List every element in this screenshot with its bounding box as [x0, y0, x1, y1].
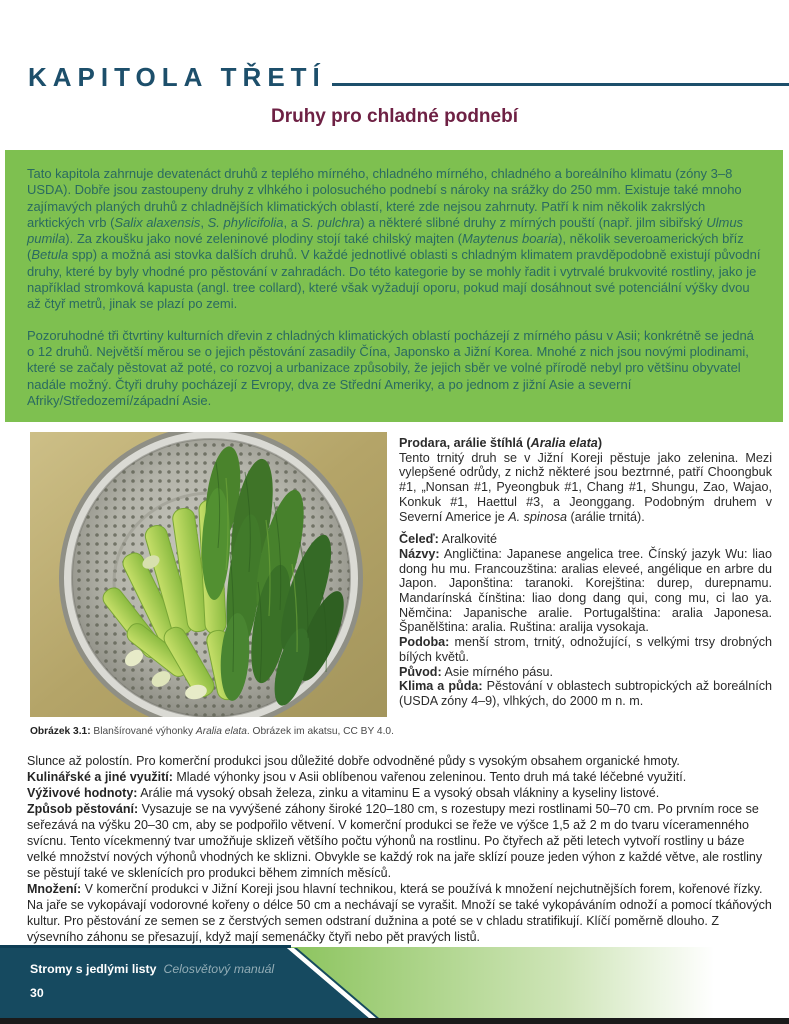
footer-accent-graphic	[0, 945, 789, 1024]
intro-box	[5, 150, 783, 422]
species-intro: Tento trnitý druh se v Jižní Koreji pěstuje jako zelenina. Mezi vylepšené odrůdy, z nichž některé jsou beztrnné, patří Choongbuk #1, „Nonsan #1, Pyeongbuk #1, Chang #1, Shungu, Zao, Wajao, Konkuk #1, Haettul #3, a Jeonggang. Podobným druhem v Severní Americe je A. spinosa (arálie trnitá).	[399, 450, 772, 524]
chapter-header	[28, 62, 789, 92]
body-paragraph-cultivation: Způsob pěstování: Vysazuje se na vyvýšené záhony široké 120–180 cm, s rozestupy mezi rostlinami 50–70 cm. Po prvním roce se seřezává na výšku 20–30 cm, aby se podpořilo větvení. V komerční produkci se řeže ve výšce 1,5 až 2 m do tvaru víceramenného svícnu. Tento vícekmenný tvar umožňuje sklizeň většího počtu výhonů na rostlinu. Po čtyřech až pěti letech vytvoří rostliny u báze velké množství nových výhonů vhodných ke sklizni. Obvykle se každý rok na jaře sklízí pouze jeden výhon z každé větve, ale rostliny se pěstují také ve sklenících pro produkci během zimních měsíců.	[27, 802, 763, 880]
book-title	[30, 962, 274, 976]
field-origin: Původ: Asie mírného pásu.	[399, 664, 553, 679]
book-title-text: Stromy s jedlými listy	[30, 962, 157, 976]
intro-paragraph-2: Pozoruhodné tři čtvrtiny kulturních dřevin z chladných klimatických oblastí pocházejí z mírného pásu v Asii; konkrétně se jedná o 12 druhů. Největší měrou se o jejich pěstování zasadily Čína, Japonsko a Jižní Korea. Mnohé z nich jsou novými plodinami, které se začaly pěstovat až poté, co rozvoj a urbanizace způsobily, že jejich sběr ve volné přírodě nebyl pro většinu obyvatel nadále možný. Čtyři druhy pocházejí z Evropy, dva ze Střední Ameriky, a po jednom z jižní Asie a severní Afriky/Středozemí/západní Asie.	[27, 327, 754, 408]
species-heading: Prodara, arálie štíhlá (Aralia elata)	[399, 436, 603, 450]
figure-caption: Obrázek 3.1: Blanšírované výhonky Aralia elata. Obrázek im akatsu, CC BY 4.0.	[30, 726, 394, 737]
body-paragraph-propagation: Množení: V komerční produkci v Jižní Koreji jsou hlavní technikou, která se používá k množení nejchutnějších forem, kořenové řízky. Na jaře se vykopávají vodorovné kořeny o délce 50 cm a nechávají se vyrašit. Množí se také vykopáváním odnoží a pomocí tkáňových kultur. Pro pěstování ze semen se z čerstvých semen odstraní dužnina a poté se v chladu stratifikují. Klíčí poměrně dlouho. Z výsevního záhonu se přesazují, když mají semenáčky čtyři nebo pět pravých listů.	[27, 882, 772, 944]
book-subtitle: Celosvětový manuál	[163, 962, 275, 976]
species-column	[399, 436, 772, 709]
body-paragraph-nutrition: Výživové hodnoty: Arálie má vysoký obsah železa, zinku a vitaminu E a vysoký obsah vlákniny a kyseliny listové.	[27, 786, 660, 800]
chapter-subtitle: Druhy pro chladné podnebí	[270, 106, 518, 127]
field-names: Názvy: Angličtina: Japanese angelica tree. Čínský jazyk Wu: liao dong hu mu. Francouzština: aralias eleveé, angélique en arbre du Japon. Japonština: taranoki. Korejština: durep, durepnamu. Mandarínská čínština: liao dong dang qui, cong mu, ci lao ya. Němčina: Japanische aralie. Portugalština: aralia Japonesa. Španělština: aralia. Ruština: aralija vysokaja.	[399, 546, 772, 635]
field-family: Čeleď: Aralkovité	[399, 532, 497, 547]
chapter-title: KAPITOLA TŘETÍ	[28, 62, 326, 92]
page-number: 30	[30, 986, 44, 1000]
chapter-title-rule	[332, 83, 789, 86]
body-paragraph-culinary: Kulinářské a jiné využití: Mladé výhonky jsou v Asii oblíbenou vařenou zeleninou. Tento druh má také léčebné využití.	[27, 770, 687, 784]
body-text	[27, 753, 772, 945]
body-paragraph-sun: Slunce až polostín. Pro komerční produkci jsou důležité dobře odvodněné půdy s vysokým obsahem organické hmoty.	[27, 754, 680, 768]
intro-paragraph-1: Tato kapitola zahrnuje devatenáct druhů z teplého mírného, chladného mírného, chladného a boreálního klimatu (zóny 3–8 USDA). Dobře jsou zastoupeny druhy z vlhkého i polosuchého podnebí s nároky na srážky do 250 mm. Existuje také mnoho zajímavých planých druhů z chladnějších klimatických oblastí, které zde nejsou zahrnuty. Patří k nim několik zakrslých arktických vrb (Salix alaxensis, S. phylicifolia, a S. pulchra) a některé slibné druhy z mírných pouští (např. jilm sibiřský Ulmus pumila). Za zkoušku jako nové zeleninové plodiny stojí také chilský majten (Maytenus boaria), několik severoamerických bříz (Betula spp) a možná asi stovka dalších druhů. V každé jednotlivé oblasti s chladným klimatem pravděpodobně existují původní druhy, které by byly vhodné pro pěstování v zahradách. Do této kategorie by se mohly řadit i vytrvalé brukvovité rostliny, jako je například stromková kapusta (angl. tree collard), které však vyžadují oporu, pokud mají dosáhnout své potenciální výšky dvou až čtyř metrů, jinak se plazí po zemi.	[27, 166, 761, 312]
field-climate: Klima a půda: Pěstování v oblastech subtropických až boreálních (USDA zóny 4–9), vlhkých, do 2000 m n. m.	[399, 679, 772, 708]
field-appearance: Podoba: menší strom, trnitý, odnožující, s velkými trsy drobných bílých květů.	[399, 635, 772, 664]
footer	[0, 945, 789, 1024]
colander-photo	[30, 432, 387, 717]
